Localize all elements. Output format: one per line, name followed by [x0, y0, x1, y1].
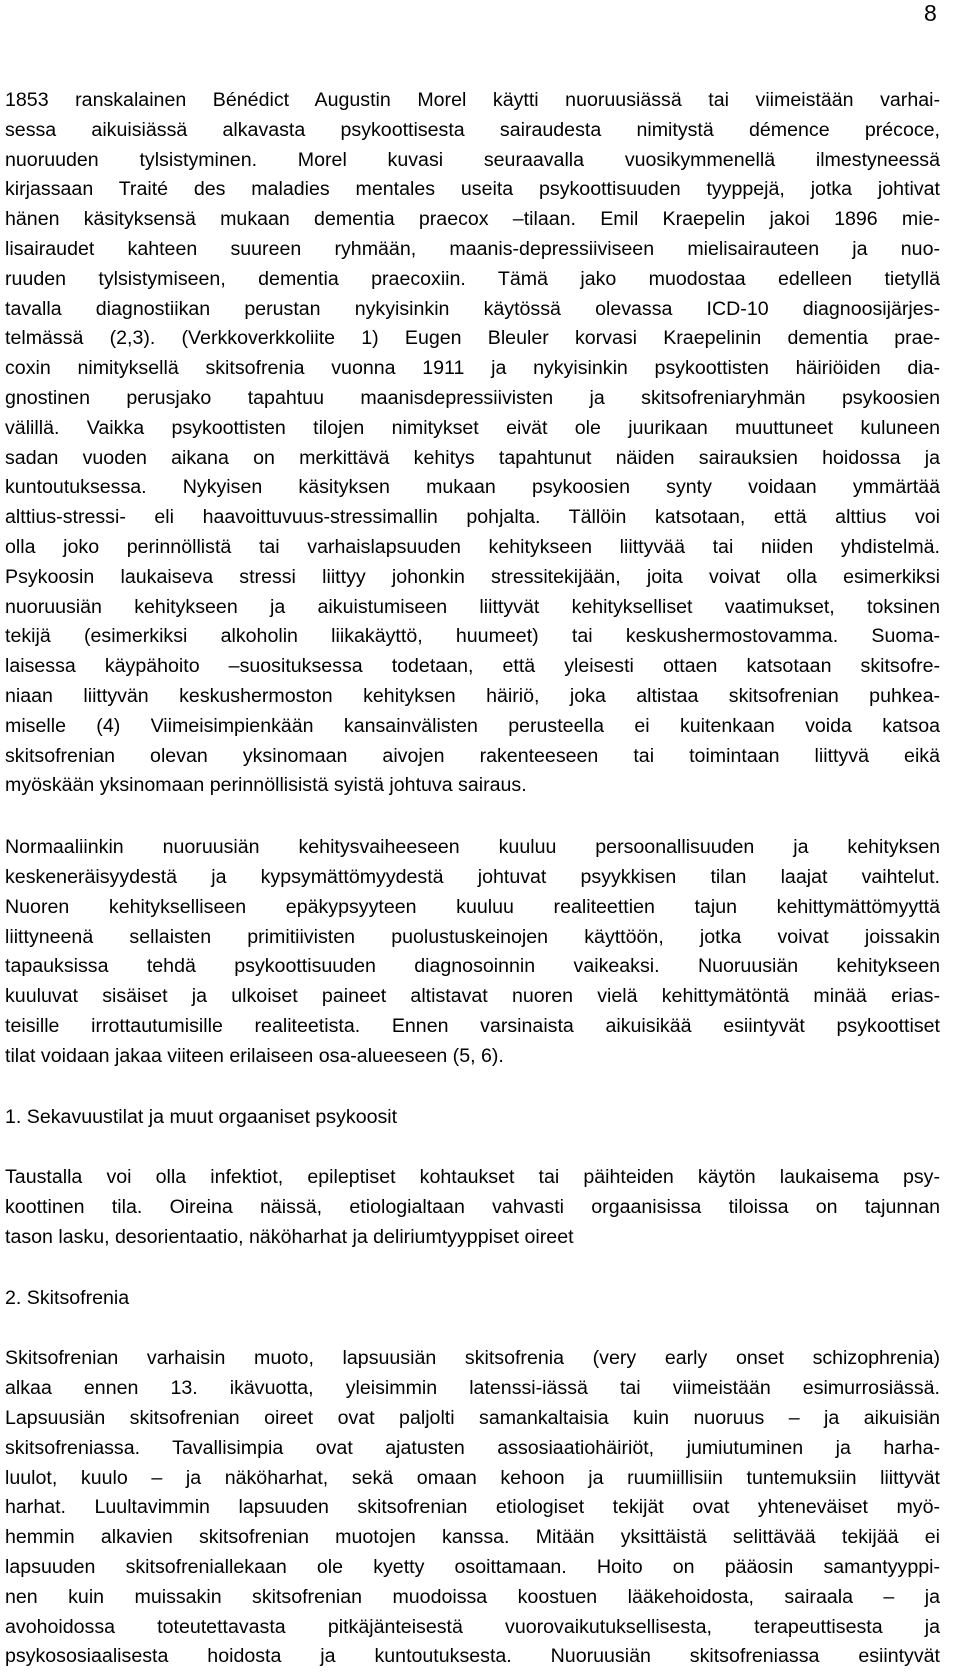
text-line: hemmin alkavien skitsofrenian muotojen kanssa. Mitään yksittäistä selittävää tekijää ei	[5, 1526, 940, 1549]
text-line: sessa aikuisiässä alkavasta psykoottisesta sairaudesta nimitystä démence précoce,	[5, 118, 940, 141]
text-line: miselle (4) Viimeisimpienkään kansainvälisten perusteella ei kuitenkaan voida katsoa	[5, 714, 940, 737]
text-line: kuntoutuksessa. Nykyisen käsityksen mukaan psykoosien synty voidaan ymmärtää	[5, 476, 940, 499]
text-line: Psykoosin laukaiseva stressi liittyy johonkin stressitekijään, joita voivat olla esimerkiksi	[5, 565, 940, 588]
paragraph-schizophrenia	[5, 1344, 940, 1672]
paragraph-organic-psychoses	[5, 1163, 940, 1252]
paragraph-gap	[5, 1132, 940, 1163]
text-line: niaan liittyvän keskushermoston kehityksen häiriö, joka altistaa skitsofrenian puhkea-	[5, 684, 940, 707]
paragraph-history	[5, 86, 940, 801]
text-line: avohoidossa toteutettavasta pitkäjänteisestä vuorovaikutuksellisesta, terapeuttisesta ja	[5, 1615, 940, 1638]
text-line: myöskään yksinomaan perinnöllisistä syistä johtuva sairaus.	[5, 774, 527, 797]
paragraph-gap	[5, 1313, 940, 1344]
text-line: kuuluvat sisäiset ja ulkoiset paineet altistavat nuoren vielä kehittymätöntä minää erias-	[5, 985, 940, 1008]
text-line: nuoruuden tylsistyminen. Morel kuvasi seuraavalla vuosikymmenellä ilmestyneessä	[5, 148, 940, 171]
text-line: olla joko perinnöllistä tai varhaislapsuuden kehitykseen liittyvää tai niiden yhdistelmä.	[5, 535, 940, 558]
text-line: psykososiaalisesta hoidosta ja kuntoutuksesta. Nuoruusiän skitsofreniassa esiintyvät	[5, 1645, 940, 1668]
text-line: skitsofrenian olevan yksinomaan aivojen rakenteeseen tai toimintaan liittyvä eikä	[5, 744, 940, 767]
text-line: laisessa käypähoito –suosituksessa todetaan, että yleisesti ottaen katsotaan skitsofre-	[5, 655, 940, 678]
text-line: kirjassaan Traité des maladies mentales useita psykoottisuuden tyyppejä, jotka johtivat	[5, 178, 940, 201]
text-line: välillä. Vaikka psykoottisten tilojen nimitykset eivät ole juurikaan muuttuneet kuluneen	[5, 416, 940, 439]
text-line: skitsofreniassa. Tavallisimpia ovat ajatusten assosiaatiohäiriöt, jumiutuminen ja harha-	[5, 1436, 940, 1459]
text-line: alttius-stressi- eli haavoittuvuus-stressimallin pohjalta. Tällöin katsotaan, että alttius voi	[5, 506, 940, 529]
text-line: tason lasku, desorientaatio, näköharhat ja deliriumtyyppiset oireet	[5, 1225, 574, 1248]
text-line: Nuoren kehitykselliseen epäkypsyyteen kuuluu realiteettien tajun kehittymättömyyttä	[5, 895, 940, 918]
text-line: hänen käsityksensä mukaan dementia praecox –tilaan. Emil Kraepelin jakoi 1896 mie-	[5, 208, 940, 231]
text-line: Lapsuusiän skitsofrenian oireet ovat paljolti samankaltaisia kuin nuoruus – ja aikuisiän	[5, 1407, 940, 1430]
document-body	[5, 86, 940, 1672]
text-line: nuoruusiän kehitykseen ja aikuistumiseen liittyvät kehitykselliset vaatimukset, toksinen	[5, 595, 940, 618]
text-line: lisairaudet kahteen suureen ryhmään, maanis-depressiiviseen mielisairauteen ja nuo-	[5, 237, 940, 260]
text-line: telmässä (2,3). (Verkkoverkkoliite 1) Eugen Bleuler korvasi Kraepelinin dementia prae-	[5, 327, 940, 350]
text-line: luulot, kuulo – ja näköharhat, sekä omaan kehoon ja ruumiillisiin tuntemuksiin liittyvät	[5, 1466, 940, 1489]
text-line: nen kuin muissakin skitsofrenian muodoissa koostuen lääkehoidosta, sairaala – ja	[5, 1585, 940, 1608]
text-line: sadan vuoden aikana on merkittävä kehitys tapahtunut näiden sairauksien hoidossa ja	[5, 446, 940, 469]
text-line: coxin nimityksellä skitsofrenia vuonna 1911 ja nykyisinkin psykoottisten häiriöiden dia-	[5, 357, 940, 380]
text-line: tavalla diagnostiikan perustan nykyisinkin käytössä olevassa ICD-10 diagnoosijärjes-	[5, 297, 940, 320]
text-line: Skitsofrenian varhaisin muoto, lapsuusiän skitsofrenia (very early onset schizophrenia)	[5, 1347, 940, 1370]
text-line: Taustalla voi olla infektiot, epileptiset kohtaukset tai päihteiden käytön laukaisema psy-	[5, 1166, 940, 1189]
section-heading-schizophrenia: 2. Skitsofrenia	[5, 1286, 130, 1309]
text-line: Normaaliinkin nuoruusiän kehitysvaiheeseen kuuluu persoonallisuuden ja kehityksen	[5, 836, 940, 859]
text-line: lapsuuden skitsofreniallekaan ole kyetty osoittamaan. Hoito on pääosin samantyyppi-	[5, 1556, 940, 1579]
page-number: 8	[924, 0, 937, 26]
text-line: harhat. Luultavimmin lapsuuden skitsofrenian etiologiset tekijät ovat yhteneväiset myö-	[5, 1496, 940, 1519]
text-line: teisille irrottautumisille realiteetista. Ennen varsinaista aikuisikää esiintyvät psykoottiset	[5, 1014, 940, 1037]
text-line: koottinen tila. Oireina näissä, etiologialtaan vahvasti orgaanisissa tiloissa on tajunnan	[5, 1196, 940, 1219]
paragraph-gap	[5, 1072, 940, 1103]
text-line: tapauksissa tehdä psykoottisuuden diagnosoinnin vaikeaksi. Nuoruusiän kehitykseen	[5, 955, 940, 978]
paragraph-gap	[5, 801, 940, 833]
text-line: 1853 ranskalainen Bénédict Augustin Morel käytti nuoruusiässä tai viimeistään varhai-	[5, 89, 940, 111]
paragraph-gap	[5, 1253, 940, 1284]
text-line: tilat voidaan jakaa viiteen erilaiseen osa-alueeseen (5, 6).	[5, 1044, 504, 1067]
text-line: ruuden tylsistymiseen, dementia praecoxiin. Tämä jako muodostaa edelleen tietyllä	[5, 267, 940, 290]
paragraph-normal-development	[5, 833, 940, 1071]
text-line: tekijä (esimerkiksi alkoholin liikakäyttö, huumeet) tai keskushermostovamma. Suoma-	[5, 625, 940, 648]
section-heading-organic-psychoses: 1. Sekavuustilat ja muut orgaaniset psykoosit	[5, 1105, 398, 1128]
text-line: keskeneräisyydestä ja kypsymättömyydestä johtuvat psyykkisen tilan laajat vaihtelut.	[5, 865, 940, 888]
text-line: gnostinen perusjako tapahtuu maanisdepressiivisten ja skitsofreniaryhmän psykoosien	[5, 386, 940, 409]
text-line: alkaa ennen 13. ikävuotta, yleisimmin latenssi-iässä tai viimeistään esimurrosiässä.	[5, 1377, 940, 1400]
text-line: liittyneenä sellaisten primitiivisten puolustuskeinojen käyttöön, jotka voivat joissakin	[5, 925, 940, 948]
